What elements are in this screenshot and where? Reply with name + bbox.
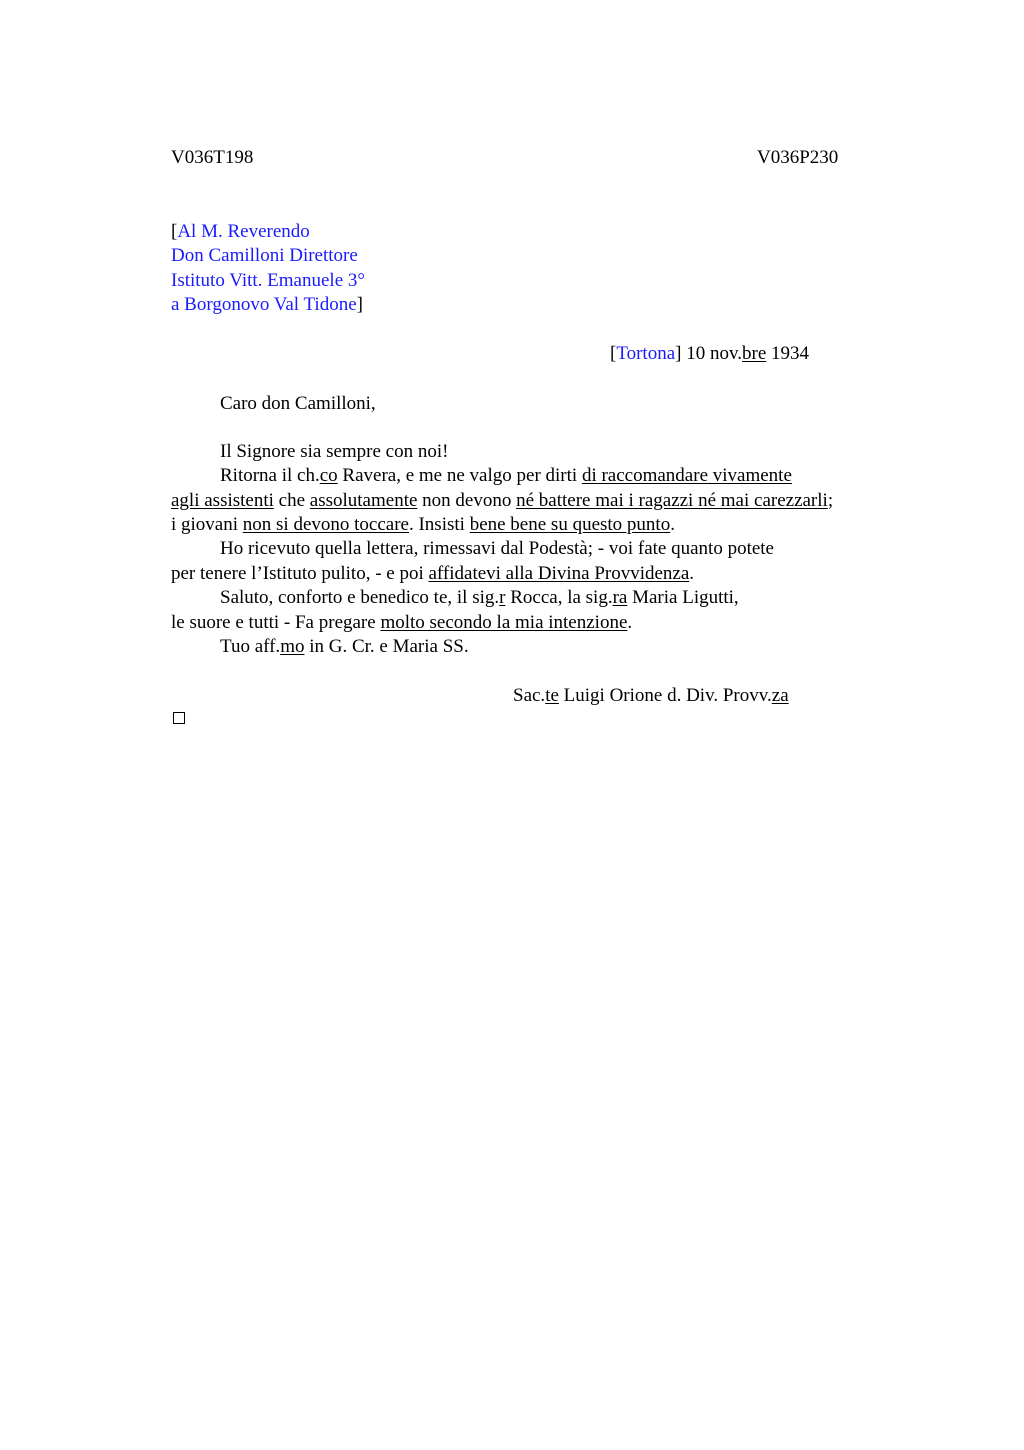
close-bracket: ] xyxy=(675,343,682,364)
text: in G. Cr. e Maria SS. xyxy=(304,636,469,657)
text: ; xyxy=(827,490,834,511)
address-line-4 xyxy=(171,293,363,317)
body-line-2 xyxy=(220,464,792,488)
underlined-text: affidatevi alla Divina Provvidenza xyxy=(428,563,690,584)
signature xyxy=(513,684,789,708)
date-text: 10 nov. xyxy=(681,343,743,364)
text: . xyxy=(670,514,675,535)
body-line-4 xyxy=(171,513,675,537)
address-text: Al M. Reverendo xyxy=(177,221,310,242)
underlined-text: za xyxy=(771,685,789,706)
text: Saluto, conforto e benedico te, il sig. xyxy=(220,587,500,608)
text: . Insisti xyxy=(408,514,470,535)
body-line-1: Il Signore sia sempre con noi! xyxy=(220,441,449,462)
underlined-text: non si devono toccare xyxy=(242,514,409,535)
text: non devono xyxy=(417,490,517,511)
underlined-text: mo xyxy=(280,636,305,657)
text: le suore e tutti - Fa pregare xyxy=(171,612,381,633)
text: Ravera, e me ne valgo per dirti xyxy=(337,465,582,486)
text: . xyxy=(627,612,633,633)
text: Ritorna il ch. xyxy=(220,465,320,486)
text: Sac. xyxy=(513,685,546,706)
underlined-text: r xyxy=(499,587,506,608)
header-left-code: V036T198 xyxy=(171,147,254,168)
body-line-3 xyxy=(171,489,833,513)
address-line-2: Don Camilloni Direttore xyxy=(171,245,358,266)
underlined-text: di raccomandare vivamente xyxy=(581,465,792,486)
open-bracket: [ xyxy=(171,221,178,242)
checkbox-icon xyxy=(173,712,185,724)
text: Luigi Orione d. Div. Provv. xyxy=(558,685,772,706)
salutation: Caro don Camilloni, xyxy=(220,393,376,414)
address-line-3: Istituto Vitt. Emanuele 3° xyxy=(171,270,365,291)
address-text: a Borgonovo Val Tidone xyxy=(171,294,357,315)
body-line-5: Ho ricevuto quella lettera, rimessavi dal Podestà; - voi fate quanto potete xyxy=(220,538,774,559)
underlined-text: bene bene su questo punto xyxy=(469,514,671,535)
text: che xyxy=(273,490,310,511)
open-bracket: [ xyxy=(610,343,617,364)
close-bracket: ] xyxy=(356,294,363,315)
underlined-text: assolutamente xyxy=(309,490,418,511)
underlined-text: te xyxy=(545,685,559,706)
text: per tenere l’Istituto pulito, - e poi xyxy=(171,563,429,584)
date-line xyxy=(610,342,809,366)
body-line-7 xyxy=(220,586,739,610)
text: i giovani xyxy=(171,514,243,535)
address-line-1 xyxy=(171,220,310,244)
body-line-9 xyxy=(220,635,469,659)
underlined-text: ra xyxy=(612,587,628,608)
text: Tuo aff. xyxy=(220,636,281,657)
underlined-text: molto secondo la mia intenzione xyxy=(380,612,628,633)
text: . xyxy=(689,563,695,584)
date-year: 1934 xyxy=(766,343,810,364)
date-place: Tortona xyxy=(616,343,676,364)
underlined-text: né battere mai i ragazzi né mai carezzarli xyxy=(516,490,828,511)
text: Maria Ligutti, xyxy=(627,587,739,608)
header-right-code: V036P230 xyxy=(757,147,839,168)
body-line-6 xyxy=(171,562,694,586)
underlined-text: co xyxy=(319,465,338,486)
body-line-8 xyxy=(171,611,632,635)
date-abbrev: bre xyxy=(742,343,767,364)
text: Rocca, la sig. xyxy=(505,587,613,608)
underlined-text: agli assistenti xyxy=(171,490,274,511)
